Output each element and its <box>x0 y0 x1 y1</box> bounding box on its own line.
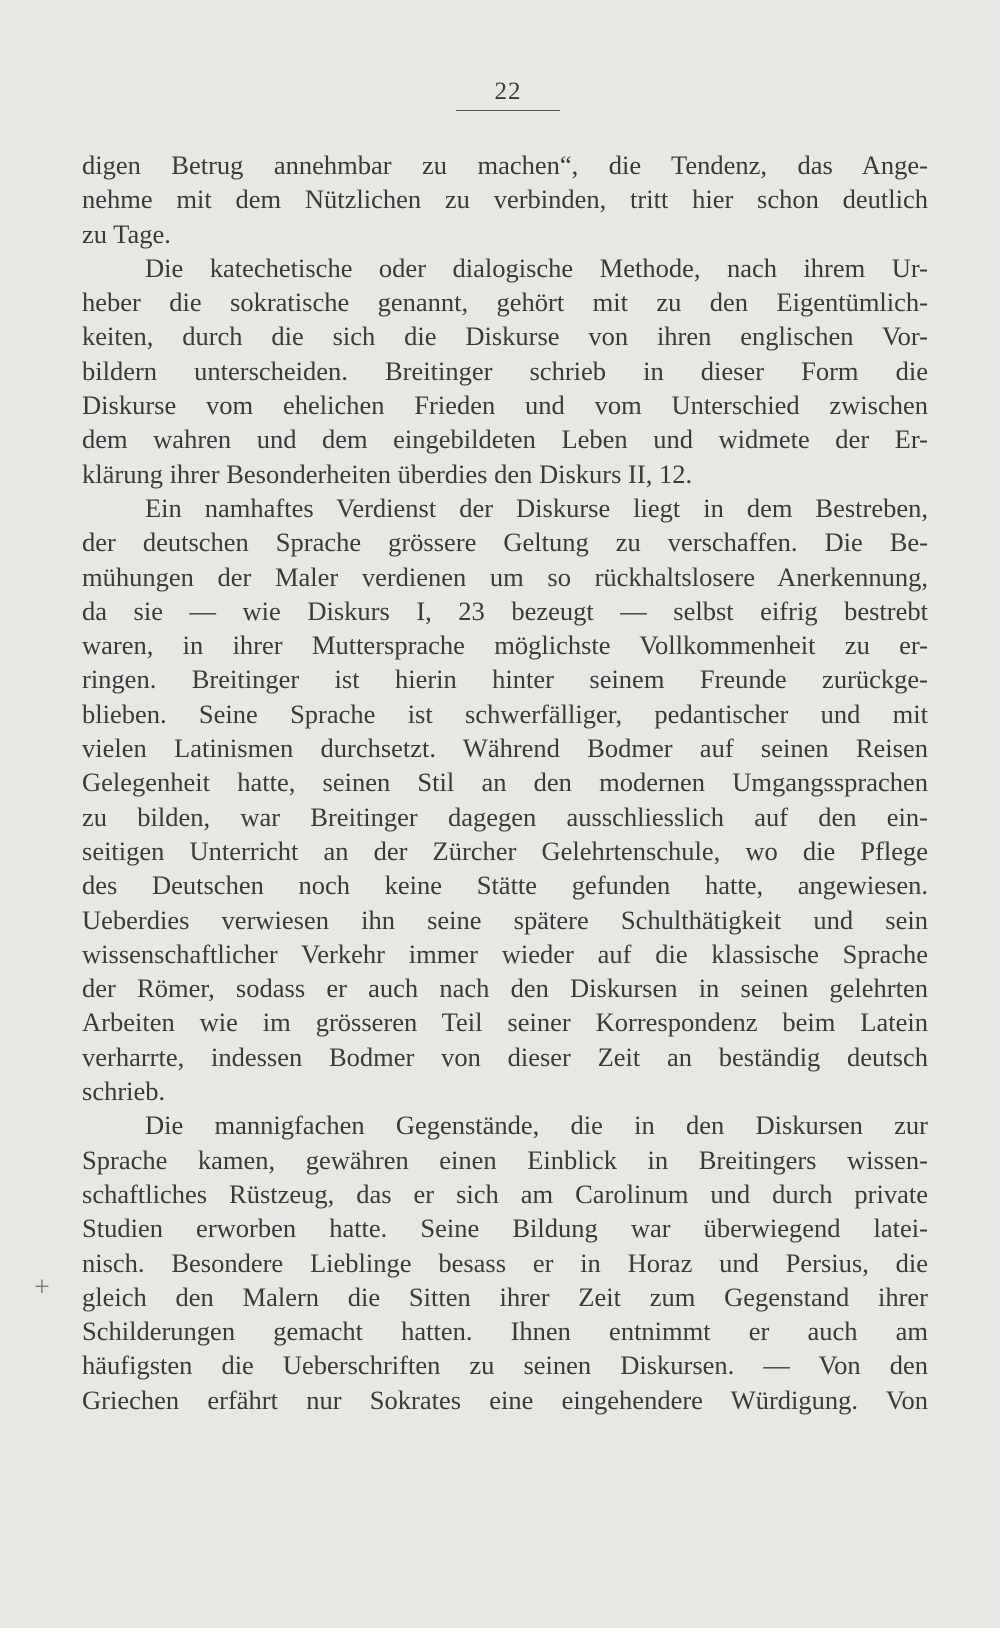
text-line: da sie — wie Diskurs I, 23 bezeugt — selbst eifrig bestrebt <box>82 595 928 626</box>
text-line: Studien erworben hatte. Seine Bildung war überwiegend latei- <box>82 1213 928 1244</box>
margin-mark: + <box>34 1272 50 1303</box>
text-line: Ueberdies verwiesen ihn seine spätere Schulthätigkeit und sein <box>82 904 928 935</box>
text-line: nisch. Besondere Lieblinge besass er in Horaz und Persius, die <box>82 1247 928 1278</box>
text-line: Die mannigfachen Gegenstände, die in den Diskursen zur <box>145 1110 928 1141</box>
text-line: wissenschaftlicher Verkehr immer wieder auf die klassische Sprache <box>82 938 928 969</box>
text-line: Ein namhaftes Verdienst der Diskurse liegt in dem Bestreben, <box>145 492 928 523</box>
text-line: gleich den Malern die Sitten ihrer Zeit zum Gegenstand ihrer <box>82 1281 928 1312</box>
text-line: Sprache kamen, gewähren einen Einblick in Breitingers wissen- <box>82 1144 928 1175</box>
text-line: mühungen der Maler verdienen um so rückhaltslosere Anerkennung, <box>82 561 928 592</box>
text-line: Griechen erfährt nur Sokrates eine eingehendere Würdigung. Von <box>82 1384 928 1415</box>
text-line: Arbeiten wie im grösseren Teil seiner Korrespondenz beim Latein <box>82 1007 928 1038</box>
text-line: bildern unterscheiden. Breitinger schrieb in dieser Form die <box>82 355 928 386</box>
text-line: schaftliches Rüstzeug, das er sich am Carolinum und durch private <box>82 1178 928 1209</box>
text-line: des Deutschen noch keine Stätte gefunden hatte, angewiesen. <box>82 870 928 901</box>
text-line: heber die sokratische genannt, gehört mit zu den Eigentümlich- <box>82 287 928 318</box>
text-line: blieben. Seine Sprache ist schwerfälliger, pedantischer und mit <box>82 698 928 729</box>
body-text <box>82 148 928 1417</box>
text-line: der deutschen Sprache grössere Geltung zu verschaffen. Die Be- <box>82 527 928 558</box>
text-line: keiten, durch die sich die Diskurse von ihren englischen Vor- <box>82 321 928 352</box>
text-line: seitigen Unterricht an der Zürcher Gelehrtenschule, wo die Pflege <box>82 835 928 866</box>
text-line: klärung ihrer Besonderheiten überdies den Diskurs II, 12. <box>82 458 693 489</box>
text-line: waren, in ihrer Muttersprache möglichste Vollkommenheit zu er- <box>82 630 928 661</box>
text-line: schrieb. <box>82 1076 166 1107</box>
text-line: zu bilden, war Breitinger dagegen ausschliesslich auf den ein- <box>82 801 928 832</box>
text-line: der Römer, sodass er auch nach den Diskursen in seinen gelehrten <box>82 973 928 1004</box>
text-line: dem wahren und dem eingebildeten Leben und widmete der Er- <box>82 424 928 455</box>
text-line: Die katechetische oder dialogische Methode, nach ihrem Ur- <box>145 252 928 283</box>
text-line: Diskurse vom ehelichen Frieden und vom Unterschied zwischen <box>82 390 928 421</box>
text-line: verharrte, indessen Bodmer von dieser Zeit an beständig deutsch <box>82 1041 928 1072</box>
page-number: 22 <box>456 78 560 111</box>
text-line: zu Tage. <box>82 218 171 249</box>
text-line: digen Betrug annehmbar zu machen“, die Tendenz, das Ange- <box>82 150 928 180</box>
text-line: nehme mit dem Nützlichen zu verbinden, tritt hier schon deutlich <box>82 184 928 215</box>
text-line: Schilderungen gemacht hatten. Ihnen entnimmt er auch am <box>82 1316 928 1347</box>
text-line: häufigsten die Ueberschriften zu seinen Diskursen. — Von den <box>82 1350 928 1381</box>
text-line: ringen. Breitinger ist hierin hinter seinem Freunde zurückge- <box>82 664 928 695</box>
text-line: vielen Latinismen durchsetzt. Während Bodmer auf seinen Reisen <box>82 733 928 764</box>
text-line: Gelegenheit hatte, seinen Stil an den modernen Umgangssprachen <box>82 767 928 798</box>
